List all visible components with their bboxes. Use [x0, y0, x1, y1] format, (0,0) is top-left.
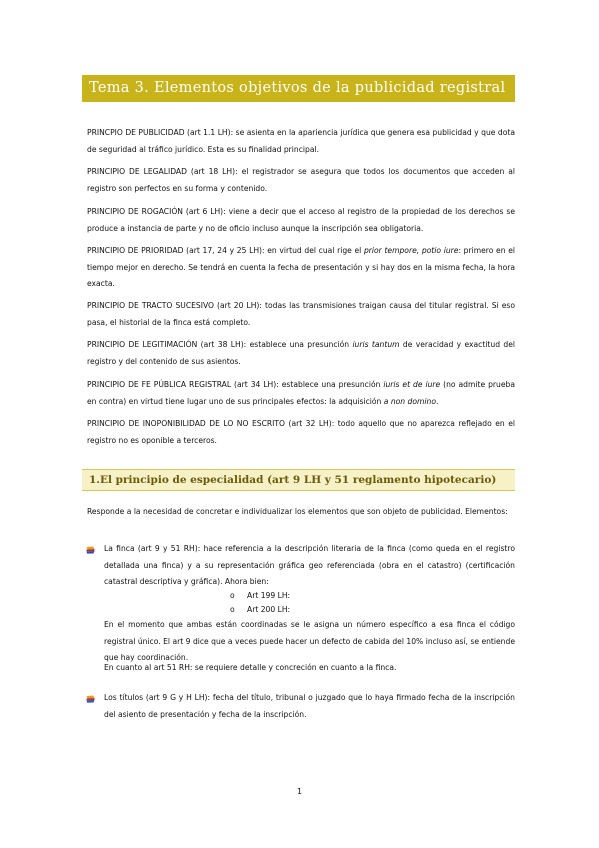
principle-text: viene a decir que el acceso al registro de la propiedad de los derechos se produce a instancia de parte y no de oficio incluso aunque la inscripción sea obligatoria.: [87, 207, 515, 233]
principle-text: : primero en el tiempo mejor en derecho. Se tendrá en cuenta la fecha de presentación y si hay dos en la misma fecha, la hora exacta.: [87, 246, 516, 288]
page-number: 1: [296, 787, 303, 796]
principle-latin: a non domino: [383, 396, 436, 406]
principle-publicidad: [87, 125, 515, 158]
principle-text: establece una presunción: [246, 340, 353, 349]
principle-label: PRINCIPIO DE FE PÚBLICA REGISTRAL (art 34 LH):: [87, 380, 279, 389]
principle-label: PRINCIPIO DE INOPONIBILIDAD DE LO NO ESCRITO (art 32 LH):: [87, 419, 335, 428]
principle-text: se asienta en la apariencia jurídica que genera esa publicidad y que dota de seguridad al tráfico jurídico. Esta es su finalidad principal.: [87, 128, 515, 154]
colored-bullet-icon: [86, 695, 95, 703]
sub-item: [230, 603, 290, 617]
principle-text: .: [435, 396, 439, 406]
principle-text: (no admite prueba en contra) en virtud tiene lugar uno de sus principales efectos: la adquisición: [87, 380, 515, 406]
page-title: Tema 3. Elementos objetivos de la publicidad registral: [82, 75, 515, 102]
sub-item: [230, 589, 290, 603]
principle-latin: iuris et de iure: [383, 380, 441, 389]
sub-item-text: Art 199 LH:: [247, 591, 291, 600]
principle-text: en virtud del cual rige el: [264, 246, 364, 255]
sub-marker: o: [230, 591, 235, 600]
element-titulos: Los títulos (art 9 G y H LH): fecha del título, tribunal o juzgado que lo haya firmado fecha de la inscripción del asiento de presentación y fecha de la inscripción.: [104, 693, 515, 719]
colored-bullet-icon: [86, 546, 95, 554]
principle-text: todas las transmisiones traigan causa del titular registral. Si eso pasa, el historial de la finca está completo.: [87, 301, 516, 327]
sub-item-text: Art 200 LH:: [247, 605, 291, 614]
principle-text: el registrador se asegura que todos los documentos que acceden al registro son perfectos en su forma y contenido.: [87, 167, 515, 193]
principle-label: PRINCIPIO DE PRIORIDAD (art 17, 24 y 25 LH):: [87, 246, 265, 255]
section-heading: 1.El principio de especialidad (art 9 LH y 51 reglamento hipotecario): [82, 469, 515, 491]
principle-inoponibilidad: [87, 416, 515, 449]
principle-label: PRINCIPIO DE LEGALIDAD (art 18 LH):: [87, 167, 238, 176]
principle-latin: iuris tantum: [352, 340, 400, 349]
principle-legitimacion: [87, 337, 515, 370]
principle-label: PRINCIPIO DE TRACTO SUCESIVO (art 20 LH):: [87, 301, 262, 310]
principle-tracto-sucesivo: [87, 298, 515, 331]
principle-fe-publica: [87, 377, 515, 410]
element-finca: La finca (art 9 y 51 RH): hace referencia a la descripción literaria de la finca (como queda en el registro detallada una finca) y a su representación gráfica geo referenciada (obra en el catastro) (certificación catastral descriptiva y gráfica). Ahora bien:: [104, 544, 515, 586]
principle-text: todo aquello que no aparezca reflejado en el registro no es oponible a terceros.: [87, 419, 515, 445]
finca-coordination-text: En el momento que ambas están coordinadas se le asigna un número específico a esa finca el código registral único. El art 9 dice que a veces puede hacer un defecto de cabida del 10% incluso así, se entiende que hay coordinación.: [104, 620, 515, 662]
principle-legalidad: [87, 164, 515, 197]
principle-label: PRINCPIO DE PUBLICIDAD (art 1.1 LH):: [87, 128, 234, 137]
principle-text: de veracidad y exactitud del registro y del contenido de sus asientos.: [87, 340, 516, 366]
sub-marker: o: [230, 605, 235, 614]
principle-text: establece una presunción: [278, 380, 384, 389]
principle-prioridad: [87, 243, 515, 293]
principle-label: PRINCIPIO DE ROGACIÓN (art 6 LH):: [87, 207, 226, 216]
section-intro: Responde a la necesidad de concretar e individualizar los elementos que son objeto de publicidad. Elementos:: [87, 507, 508, 516]
principle-rogacion: [87, 204, 515, 237]
principle-latin: prior tempore, potio iure: [363, 246, 459, 255]
finca-art51-text: En cuanto al art 51 RH: se requiere detalle y concreción en cuanto a la finca.: [104, 663, 397, 672]
principle-label: PRINCIPIO DE LEGITIMACIÓN (art 38 LH):: [87, 340, 247, 349]
